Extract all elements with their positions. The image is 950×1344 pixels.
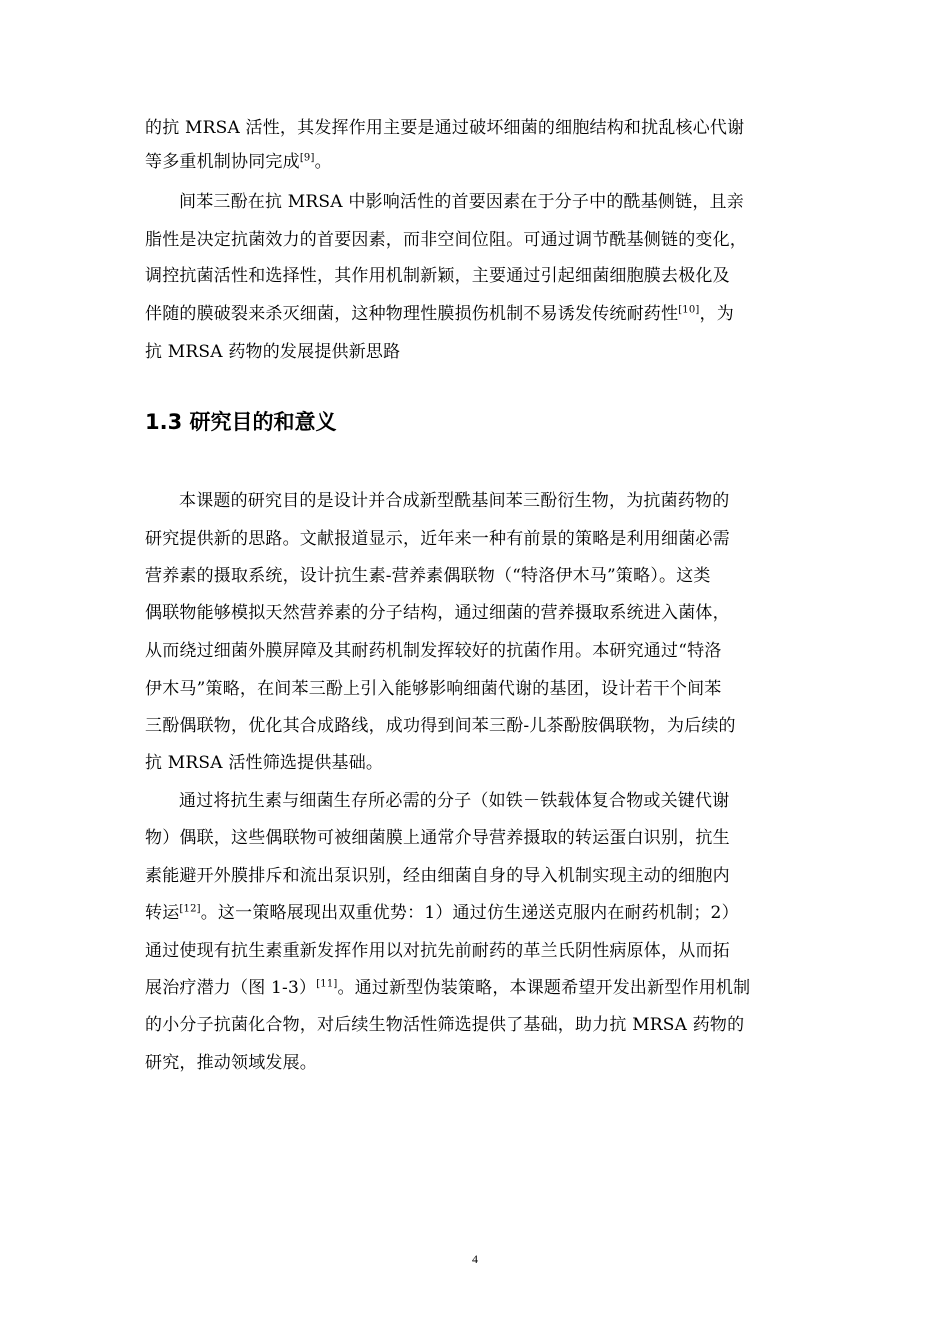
citation-ref: [10] bbox=[678, 304, 700, 316]
paragraph-line: 展治疗潜力（图 1-3）[11]。通过新型伪装策略，本课题希望开发出新型作用机制 bbox=[145, 978, 751, 998]
paragraph-line: 抗 MRSA 活性筛选提供基础。 bbox=[145, 753, 384, 773]
paragraph-line: 的小分子抗菌化合物，对后续生物活性筛选提供了基础，助力抗 MRSA 药物的 bbox=[145, 1015, 745, 1035]
paragraph-line: 的抗 MRSA 活性，其发挥作用主要是通过破坏细菌的细胞结构和扰乱核心代谢 bbox=[145, 118, 745, 138]
paragraph-line: 通过使现有抗生素重新发挥作用以对抗先前耐药的革兰氏阴性病原体，从而拓 bbox=[145, 941, 730, 961]
paragraph-line: 素能避开外膜排斥和流出泵识别，经由细菌自身的导入机制实现主动的细胞内 bbox=[145, 866, 730, 886]
paragraph-line: 通过将抗生素与细菌生存所必需的分子（如铁－铁载体复合物或关键代谢 bbox=[179, 791, 730, 811]
citation-ref: [12] bbox=[179, 903, 201, 915]
paragraph-line: 从而绕过细菌外膜屏障及其耐药机制发挥较好的抗菌作用。本研究通过“特洛 bbox=[145, 641, 722, 661]
paragraph-line: 营养素的摄取系统，设计抗生素-营养素偶联物（“特洛伊木马”策略）。这类 bbox=[145, 566, 711, 586]
paragraph-line: 物）偶联，这些偶联物可被细菌膜上通常介导营养摄取的转运蛋白识别，抗生 bbox=[145, 828, 730, 848]
paragraph-line: 抗 MRSA 药物的发展提供新思路 bbox=[145, 342, 401, 362]
paragraph-line: 研究提供新的思路。文献报道显示，近年来一种有前景的策略是利用细菌必需 bbox=[145, 529, 730, 549]
paragraph-line: 间苯三酚在抗 MRSA 中影响活性的首要因素在于分子中的酰基侧链，且亲 bbox=[179, 192, 744, 212]
paragraph-line: 调控抗菌活性和选择性，其作用机制新颖，主要通过引起细菌细胞膜去极化及 bbox=[145, 266, 730, 286]
section-heading: 1.3 研究目的和意义 bbox=[145, 410, 337, 434]
paragraph-line: 本课题的研究目的是设计并合成新型酰基间苯三酚衍生物，为抗菌药物的 bbox=[179, 491, 730, 511]
paragraph-line: 三酚偶联物，优化其合成路线，成功得到间苯三酚-儿茶酚胺偶联物，为后续的 bbox=[145, 716, 736, 736]
paragraph-line: 研究，推动领域发展。 bbox=[145, 1053, 317, 1073]
paragraph-line: 转运[12]。这一策略展现出双重优势：1）通过仿生递送克服内在耐药机制；2） bbox=[145, 903, 739, 923]
paragraph-line: 偶联物能够模拟天然营养素的分子结构，通过细菌的营养摄取系统进入菌体， bbox=[145, 603, 730, 623]
citation-ref: [9] bbox=[299, 152, 315, 164]
paragraph-line: 伊木马”策略，在间苯三酚上引入能够影响细菌代谢的基团，设计若干个间苯 bbox=[145, 679, 722, 699]
citation-ref: [11] bbox=[316, 978, 338, 990]
page-number: 4 bbox=[472, 1252, 478, 1266]
paragraph-line: 等多重机制协同完成[9]。 bbox=[145, 152, 332, 172]
paragraph-line: 脂性是决定抗菌效力的首要因素，而非空间位阻。可通过调节酰基侧链的变化， bbox=[145, 230, 747, 250]
paragraph-line: 伴随的膜破裂来杀灭细菌，这种物理性膜损伤机制不易诱发传统耐药性[10]，为 bbox=[145, 304, 734, 324]
